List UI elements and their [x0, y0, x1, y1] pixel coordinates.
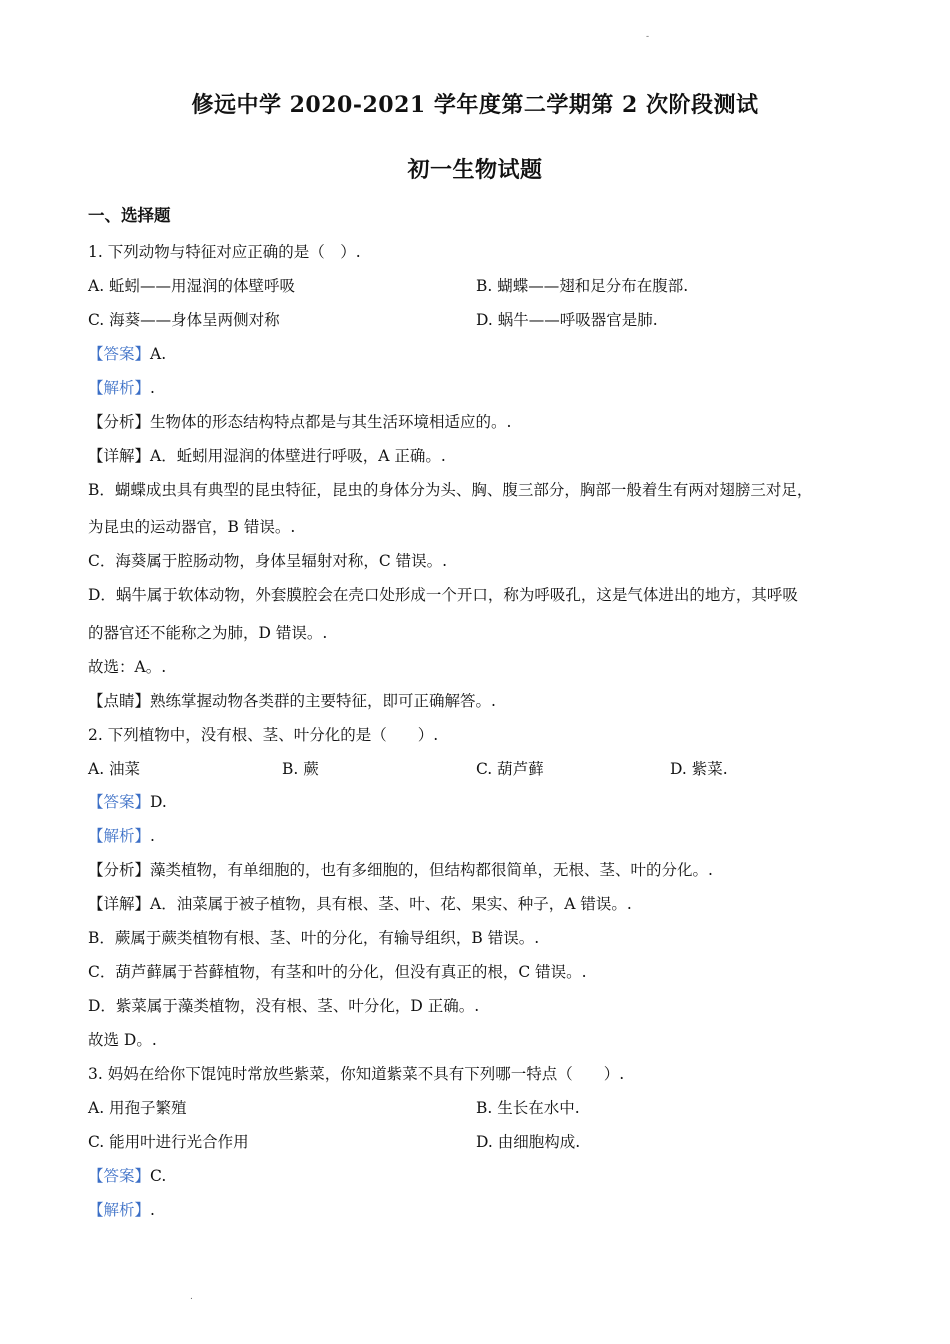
q2-choose: 故选 D。.: [88, 1031, 157, 1049]
q1-detail-d1: D．蜗牛属于软体动物，外套膜腔会在壳口处形成一个开口，称为呼吸孔，这是气体进出的地方，其呼吸: [88, 586, 798, 604]
analysis-tag: 【分析】: [88, 861, 151, 879]
q1-analysis: [88, 412, 511, 432]
page-subtitle: 初一生物试题: [407, 157, 543, 183]
q1-option-b: B. 蝴蝶——翅和足分布在腹部.: [476, 277, 689, 295]
q1-answer: [88, 344, 166, 364]
detail-text: A．油菜属于被子植物，具有根、茎、叶、花、果实、种子，A 错误。.: [150, 895, 632, 913]
q2-option-d: D. 紫菜.: [670, 760, 728, 778]
q2-detail-d: D．紫菜属于藻类植物，没有根、茎、叶分化，D 正确。.: [88, 997, 480, 1015]
q2-detail-c: C．葫芦藓属于苔藓植物，有茎和叶的分化，但没有真正的根，C 错误。.: [88, 963, 587, 981]
q3-option-d: D. 由细胞构成.: [476, 1133, 581, 1151]
q1-option-d: D. 蜗牛——呼吸器官是肺.: [476, 311, 658, 329]
q2-answer: [88, 792, 167, 812]
q3-answer: [88, 1166, 166, 1186]
header-mark: -: [646, 32, 650, 42]
q1-comment: [88, 691, 496, 711]
q2-option-c: C. 葫芦藓: [476, 760, 544, 778]
answer-tag: 【答案】: [88, 345, 151, 363]
q2-analysis: [88, 860, 713, 880]
comment-tag: 【点睛】: [88, 692, 151, 710]
q3-option-b: B. 生长在水中.: [476, 1099, 580, 1117]
q1-detail-b2: 为昆虫的运动器官，B 错误。.: [88, 518, 296, 536]
q1-stem: 1. 下列动物与特征对应正确的是（ ）.: [88, 243, 361, 261]
q2-option-a: A. 油菜: [88, 760, 141, 778]
answer-value: D.: [150, 793, 167, 811]
q2-detail-b: B．蕨属于蕨类植物有根、茎、叶的分化，有输导组织，B 错误。.: [88, 929, 540, 947]
q1-detail-d2: 的器官还不能称之为肺，D 错误。.: [88, 624, 328, 642]
q1-choose: 故选：A。.: [88, 658, 167, 676]
analysis-text: 藻类植物，有单细胞的，也有多细胞的，但结构都很简单，无根、茎、叶的分化。.: [150, 861, 713, 879]
section-heading: 一、选择题: [88, 206, 171, 225]
jiexi-value: .: [150, 1201, 155, 1219]
q1-detail-c: C．海葵属于腔肠动物，身体呈辐射对称，C 错误。.: [88, 552, 448, 570]
analysis-text: 生物体的形态结构特点都是与其生活环境相适应的。.: [150, 413, 512, 431]
q1-option-a: A. 蚯蚓——用湿润的体壁呼吸: [88, 277, 296, 295]
jiexi-value: .: [150, 827, 155, 845]
answer-value: C.: [150, 1167, 167, 1185]
q1-jiexi: [88, 378, 155, 398]
answer-tag: 【答案】: [88, 1167, 151, 1185]
q3-option-c: C. 能用叶进行光合作用: [88, 1133, 249, 1151]
footer-mark: .: [190, 1292, 193, 1302]
jiexi-tag: 【解析】: [88, 1201, 151, 1219]
q3-jiexi: [88, 1200, 155, 1220]
detail-tag: 【详解】: [88, 895, 151, 913]
detail-tag: 【详解】: [88, 447, 151, 465]
jiexi-tag: 【解析】: [88, 379, 151, 397]
jiexi-value: .: [150, 379, 155, 397]
q1-detail-b1: B．蝴蝶成虫具有典型的昆虫特征，昆虫的身体分为头、胸、腹三部分，胸部一般着生有两对翅膀三对足，: [88, 481, 813, 499]
jiexi-tag: 【解析】: [88, 827, 151, 845]
q3-option-a: A. 用孢子繁殖: [88, 1099, 187, 1117]
comment-text: 熟练掌握动物各类群的主要特征，即可正确解答。.: [150, 692, 496, 710]
q2-option-b: B. 蕨: [282, 760, 319, 778]
answer-tag: 【答案】: [88, 793, 151, 811]
q2-stem: 2. 下列植物中，没有根、茎、叶分化的是（ ）.: [88, 726, 439, 744]
q2-detail-a: [88, 894, 632, 914]
q3-stem: 3. 妈妈在给你下馄饨时常放些紫菜，你知道紫菜不具有下列哪一特点（ ）.: [88, 1065, 625, 1083]
q2-jiexi: [88, 826, 155, 846]
page-title: 修远中学 2020-2021 学年度第二学期第 2 次阶段测试: [191, 92, 759, 118]
q1-detail-a: [88, 446, 446, 466]
answer-value: A.: [150, 345, 167, 363]
q1-option-c: C. 海葵——身体呈两侧对称: [88, 311, 280, 329]
analysis-tag: 【分析】: [88, 413, 151, 431]
detail-text: A．蚯蚓用湿润的体壁进行呼吸，A 正确。.: [150, 447, 446, 465]
